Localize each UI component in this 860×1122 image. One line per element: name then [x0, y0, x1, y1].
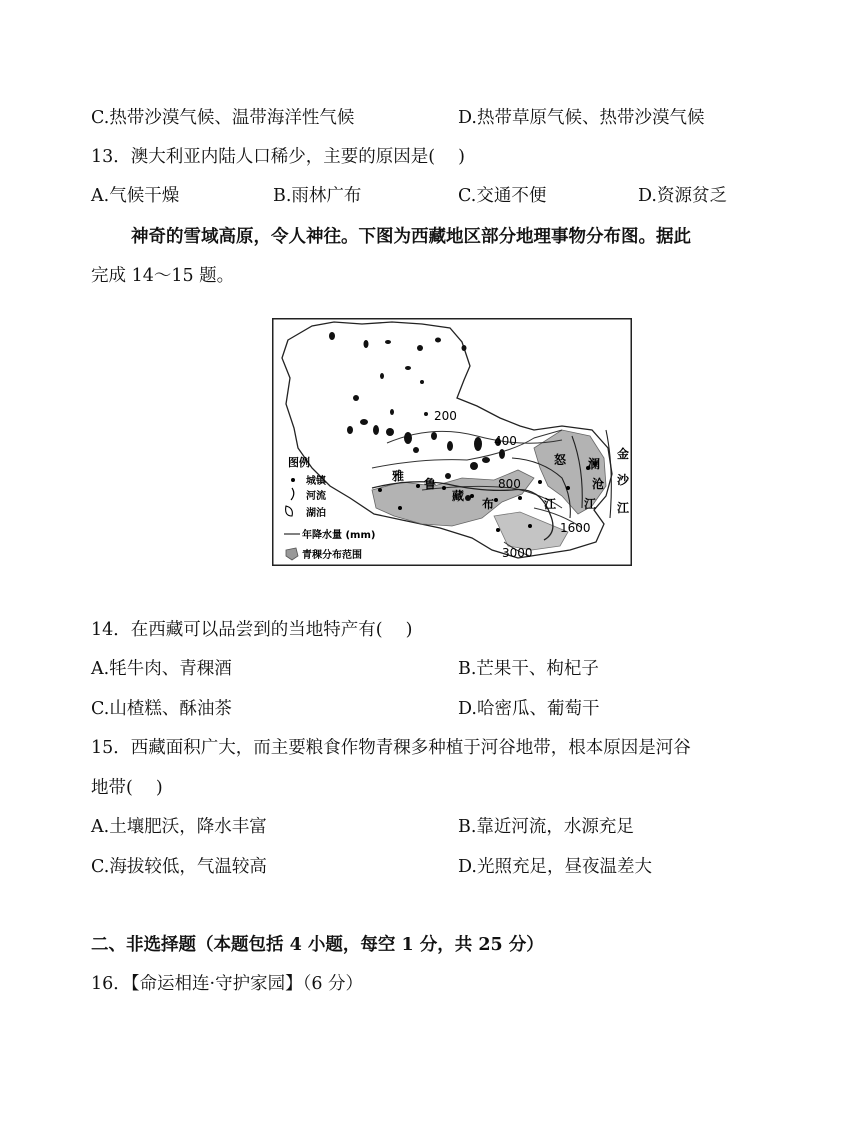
isoline-label-800: 800: [498, 477, 521, 491]
yarlung-label-3: 藏: [452, 489, 465, 503]
lancang-label-3: 江: [584, 497, 597, 511]
intro-line-2: 完成 14～15 题。: [91, 266, 235, 286]
lancang-label-2: 沧: [592, 477, 605, 491]
q14-option-b: B.芒果干、枸杞子: [458, 659, 599, 679]
q15-stem-line-1: 15．西藏面积广大，而主要粮食作物青稞多种植于河谷地带，根本原因是河谷: [91, 738, 691, 758]
yarlung-label-1: 雅: [392, 469, 405, 483]
isoline-label-1600: 1600: [560, 521, 591, 535]
jinsha-label-1: 金: [617, 447, 630, 461]
q14-option-d: D.哈密瓜、葡萄干: [458, 699, 600, 719]
isoline-label-3000: 3000: [502, 546, 533, 560]
q15-option-c: C.海拔较低，气温较高: [91, 857, 267, 877]
legend-lake-label: 湖泊: [306, 508, 326, 519]
tibet-map-figure: [272, 318, 632, 566]
q15-option-a: A.土壤肥沃，降水丰富: [91, 817, 267, 837]
legend-barley-label: 青稞分布范围: [302, 550, 362, 561]
nu-label: 怒: [554, 453, 567, 467]
q13-stem: 13．澳大利亚内陆人口稀少，主要的原因是( ): [91, 147, 465, 167]
q13-option-a: A.气候干燥: [91, 186, 180, 206]
legend-town-label: 城镇: [306, 476, 326, 487]
q15-option-d: D.光照充足，昼夜温差大: [458, 857, 652, 877]
yarlung-label-2: 鲁: [424, 477, 437, 491]
q12-option-c: C.热带沙漠气候、温带海洋性气候: [91, 108, 355, 128]
legend-title: 图例: [288, 456, 310, 469]
q14-option-c: C.山楂糕、酥油茶: [91, 699, 232, 719]
section-2-heading: 二、非选择题（本题包括 4 小题，每空 1 分，共 25 分）: [91, 935, 544, 955]
legend-river-label: 河流: [306, 491, 326, 502]
jinsha-label-3: 江: [617, 501, 630, 515]
yarlung-label-4: 布: [482, 497, 495, 511]
yarlung-label-5: 江: [544, 497, 557, 511]
q15-option-b: B.靠近河流，水源充足: [458, 817, 634, 837]
isoline-label-200: 200: [434, 409, 457, 423]
intro-line-1: 神奇的雪域高原，令人神往。下图为西藏地区部分地理事物分布图。据此: [131, 227, 691, 247]
q15-stem-line-2: 地带( ): [91, 778, 163, 798]
q13-option-b: B.雨林广布: [273, 186, 362, 206]
jinsha-label-2: 沙: [617, 473, 630, 487]
legend-precip-label: 年降水量 (mm): [302, 530, 376, 541]
isoline-label-400: 400: [494, 434, 517, 448]
q16-heading: 16．【命运相连·守护家园】（6 分）: [91, 974, 364, 994]
lancang-label-1: 澜: [588, 457, 601, 471]
q13-option-d: D.资源贫乏: [638, 186, 727, 206]
q12-option-d: D.热带草原气候、热带沙漠气候: [458, 108, 705, 128]
q14-stem: 14．在西藏可以品尝到的当地特产有( ): [91, 620, 413, 640]
q13-option-c: C.交通不便: [458, 186, 547, 206]
q14-option-a: A.牦牛肉、青稞酒: [91, 659, 232, 679]
